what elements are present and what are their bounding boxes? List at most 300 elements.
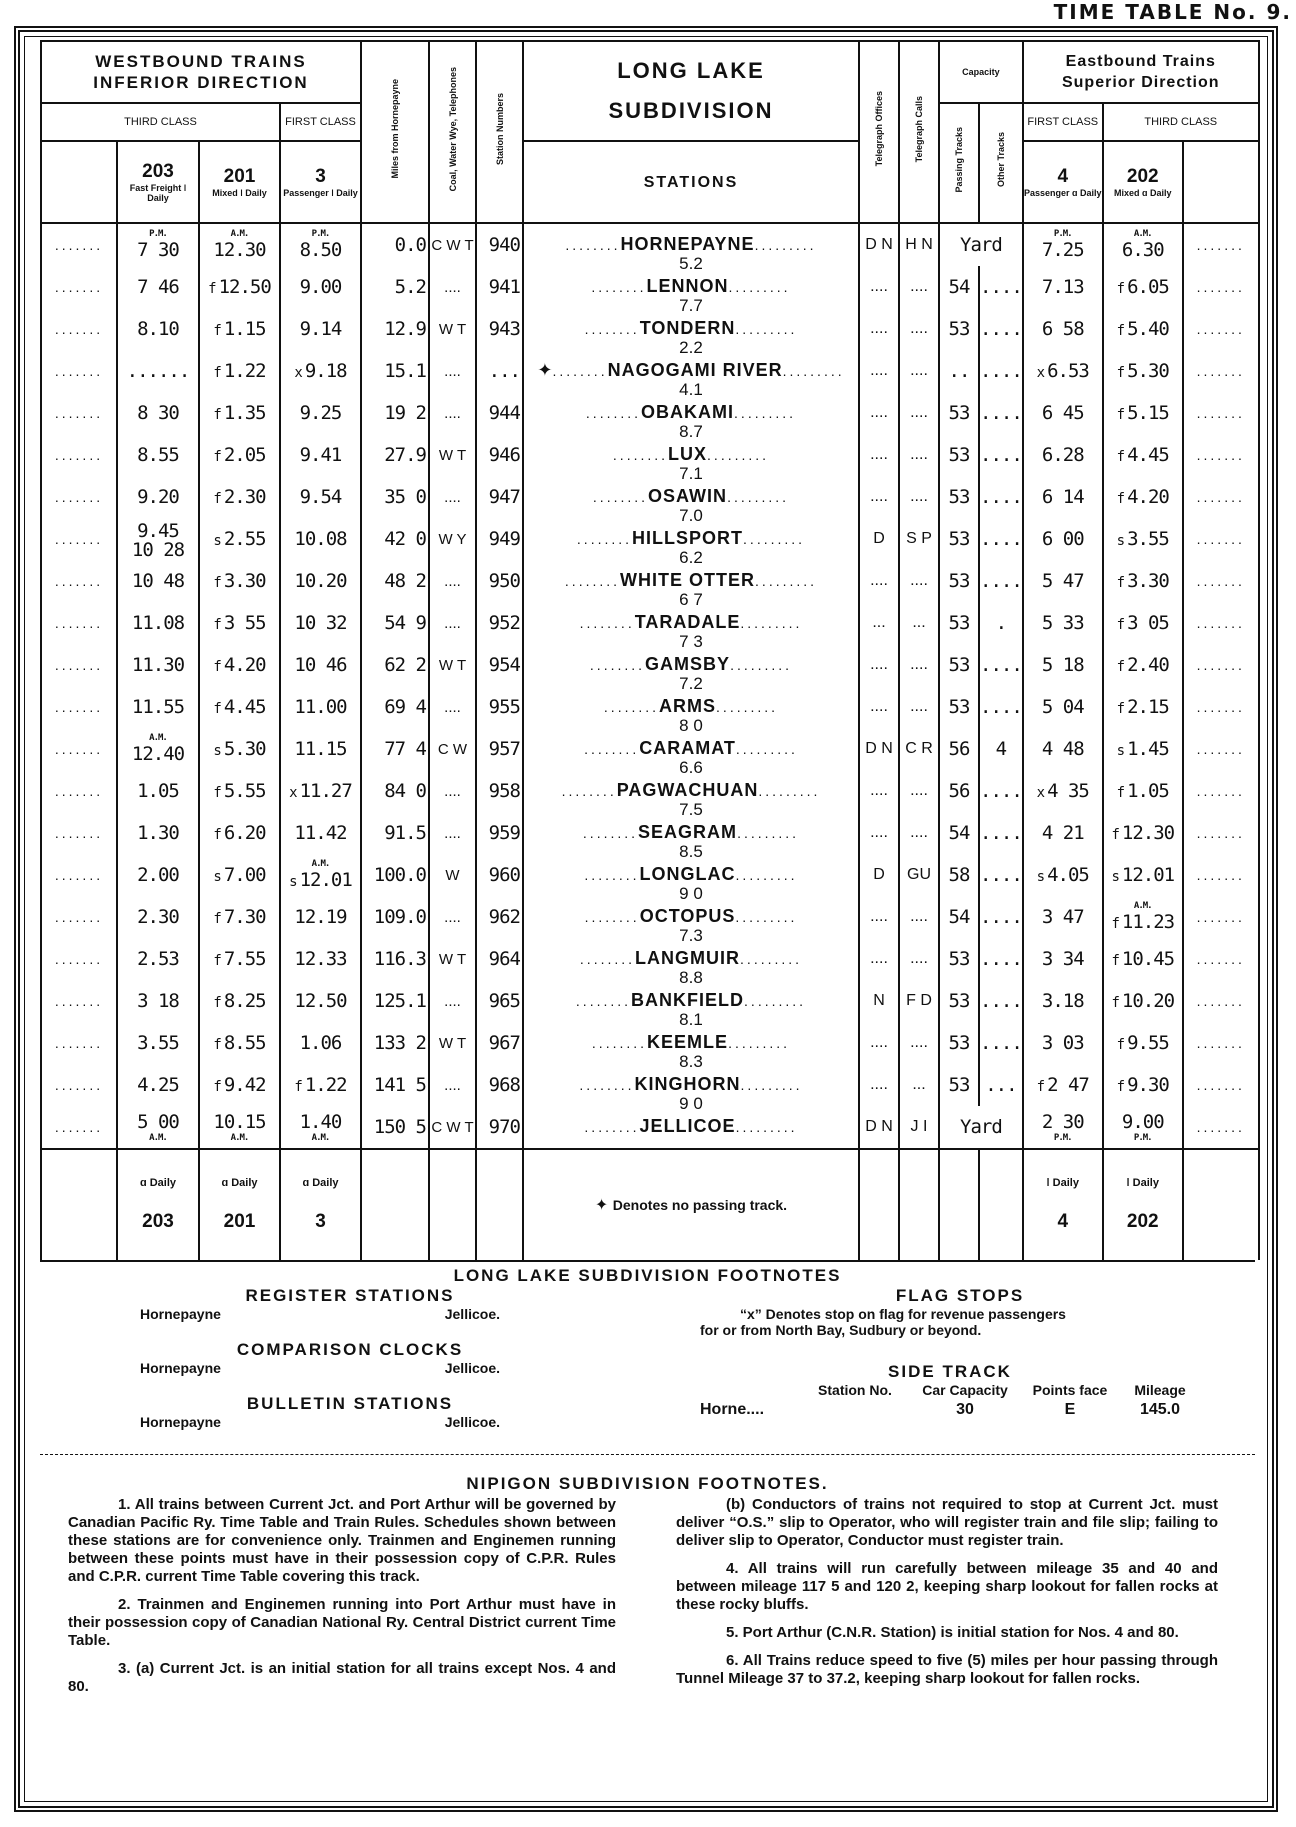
no-passing-legend: [523, 1149, 859, 1260]
train-202-time: [1103, 434, 1183, 476]
train-202-time: [1103, 980, 1183, 1022]
station-number-cell: 949: [476, 518, 523, 560]
time-value: 6 45: [1041, 402, 1084, 424]
time-value: 10.15: [213, 1111, 266, 1133]
time-value: 9.00: [299, 276, 342, 298]
time-value-wrap: [213, 444, 265, 466]
ampm-label: P.M.: [311, 229, 330, 239]
dot-leader: .......: [1183, 350, 1259, 392]
time-value: 9.45: [137, 520, 179, 542]
stop-mark: f: [1111, 916, 1119, 932]
telegraph-office-cell: ...: [859, 602, 899, 644]
time-value-wrap: [1111, 990, 1174, 1012]
time-value: 5 18: [1041, 654, 1084, 676]
dot-leader: .......: [41, 602, 117, 644]
train-3-time: [280, 476, 361, 518]
time-value-wrap: [1042, 1111, 1084, 1133]
telegraph-call-cell: ....: [899, 560, 939, 602]
miles-cell: 141 5: [361, 1064, 429, 1106]
timetable-footer: [41, 1149, 1259, 1260]
dot-leader: ........: [591, 279, 647, 295]
station-number-cell: 957: [476, 728, 523, 770]
time-value: 5.30: [1127, 360, 1169, 382]
time-value-wrap: [137, 990, 179, 1012]
time-value: 11.15: [294, 738, 347, 760]
train-203-time: [117, 560, 199, 602]
station-number-cell: 946: [476, 434, 523, 476]
stop-mark: f: [1116, 617, 1125, 633]
time-value-wrap: [294, 906, 346, 928]
time-value-wrap: [1042, 444, 1084, 466]
telegraph-office-cell: ....: [859, 644, 899, 686]
time-value-wrap: [294, 528, 346, 550]
station-name: NAGOGAMI RIVER: [607, 360, 783, 380]
train-number: 3: [315, 1211, 326, 1232]
dot-leader: .......: [41, 980, 117, 1022]
time-value-wrap: [300, 318, 342, 340]
stop-mark: s: [1036, 869, 1045, 885]
time-value: 2.40: [1127, 654, 1169, 676]
time-value: 4.25: [137, 1074, 179, 1096]
time-value: 10.45: [1121, 948, 1175, 970]
time-value-wrap: [1042, 276, 1084, 298]
time-value: 12.50: [294, 990, 347, 1012]
time-value: 6.28: [1041, 444, 1084, 466]
coal-water-cell: W T: [429, 938, 476, 980]
dot-leader: .......: [41, 1022, 117, 1064]
dot-leader: .........: [737, 825, 800, 841]
station-number-cell: 954: [476, 644, 523, 686]
dot-leader: .......: [41, 854, 117, 896]
stop-mark: x: [1036, 785, 1045, 801]
time-value: 10.20: [294, 570, 347, 592]
station-number-cell: 959: [476, 812, 523, 854]
stop-mark: s: [1116, 533, 1125, 549]
dot-leader: .........: [755, 573, 818, 589]
time-value-wrap: [1042, 239, 1084, 261]
time-value: 4.05: [1047, 864, 1089, 886]
station-name: OSAWIN: [648, 486, 728, 506]
station-name: OBAKAMI: [641, 402, 735, 422]
time-value-wrap: [137, 780, 179, 802]
stop-mark: x: [1036, 365, 1045, 381]
train-4-time: [1023, 896, 1103, 938]
train-4-time: [1023, 938, 1103, 980]
time-value-wrap: [289, 780, 352, 802]
passing-track-cell: 56: [939, 770, 979, 812]
legend-text: Denotes no passing track.: [612, 1197, 788, 1213]
train-202-time: [1103, 938, 1183, 980]
time-value: 12.33: [294, 948, 347, 970]
telegraph-call-cell: ....: [899, 392, 939, 434]
station-line: [562, 780, 821, 801]
miles-cell: 69 4: [361, 686, 429, 728]
coal-water-cell: ....: [429, 686, 476, 728]
timetable-body: [41, 223, 1259, 1149]
train-4-time: [1023, 560, 1103, 602]
telegraph-call-cell: S P: [899, 518, 939, 560]
divider: [40, 1454, 1255, 1455]
third-class-east: THIRD CLASS: [1103, 103, 1259, 141]
ampm-label: A.M.: [1133, 901, 1152, 911]
train-4-time: [1023, 434, 1103, 476]
passing-track-cell: Yard: [939, 223, 1023, 266]
stop-mark: f: [213, 407, 221, 423]
footnote-paragraph: 6. All Trains reduce speed to five (5) miles per hour passing through Tunnel Mileage 37 to 37.2, keeping sharp lookout for fallen rocks.: [676, 1652, 1218, 1687]
time-value-wrap: [1042, 906, 1084, 928]
time-value-wrap: [1117, 696, 1169, 718]
telegraph-office-cell: ....: [859, 560, 899, 602]
stop-mark: s: [1111, 869, 1119, 885]
dot-leader: .......: [1183, 560, 1259, 602]
time-value: 9.42: [223, 1074, 266, 1096]
footer-train-cell: [280, 1149, 361, 1260]
time-value-wrap: [132, 743, 184, 765]
dot-leader: ........: [603, 699, 660, 715]
train-4-time: [1023, 266, 1103, 308]
train-203-time: [117, 392, 199, 434]
miles-header: Miles from Hornepayne: [361, 41, 429, 223]
miles-cell: 0.0: [361, 223, 429, 266]
blank-cell: [859, 1149, 899, 1260]
time-value: 4.45: [223, 696, 266, 718]
time-value-wrap: [1117, 444, 1169, 466]
coal-water-cell: ....: [429, 812, 476, 854]
dot-leader: .......: [1183, 392, 1259, 434]
train-number: 201: [223, 1211, 256, 1232]
passing-track-cell: Yard: [939, 1106, 1023, 1149]
time-value: 5.55: [223, 780, 266, 802]
train-203-time: [117, 518, 199, 560]
time-value-wrap: [213, 1111, 265, 1133]
station-line: [591, 276, 790, 297]
coal-water-cell: W T: [429, 1022, 476, 1064]
stop-mark: f: [1111, 953, 1119, 969]
train-202-time: [1103, 476, 1183, 518]
train-201-time: [199, 644, 280, 686]
time-value: 7 30: [137, 239, 179, 261]
time-value: 2.55: [223, 528, 266, 550]
time-value-wrap: [1042, 402, 1084, 424]
time-value: 9.00: [1121, 1111, 1164, 1133]
dot-leader: .........: [727, 489, 790, 505]
stop-mark: f: [1116, 281, 1125, 297]
train-201-time: [199, 560, 280, 602]
eastbound-header: Eastbound Trains Superior Direction: [1023, 41, 1259, 103]
telegraph-office-cell: ....: [859, 812, 899, 854]
train-202-time: [1103, 644, 1183, 686]
nipigon-footnotes-left: [68, 1496, 616, 1706]
time-value: 5 00: [137, 1111, 179, 1133]
time-value: 1.35: [223, 402, 266, 424]
train-3-time: [280, 308, 361, 350]
passing-track-cell: 53: [939, 434, 979, 476]
time-value: 7.00: [223, 864, 266, 886]
stop-mark: f: [213, 617, 221, 633]
time-value: 5.30: [223, 738, 266, 760]
ampm-label: P.M.: [1053, 229, 1072, 239]
time-value: 9.14: [299, 318, 342, 340]
dot-leader: .......: [41, 560, 117, 602]
station-line: [565, 570, 817, 591]
station-name: BANKFIELD: [631, 990, 745, 1010]
telegraph-call-cell: ....: [899, 350, 939, 392]
time-value: 1.05: [1127, 780, 1169, 802]
station-numbers-header: Station Numbers: [476, 41, 523, 223]
station-name: LENNON: [646, 276, 729, 296]
stop-mark: s: [289, 874, 297, 890]
distance-label: 5.2: [679, 254, 703, 273]
time-value: 11.08: [131, 612, 185, 634]
passing-track-cell: 53: [939, 392, 979, 434]
flag-stops: FLAG STOPS “x” Denotes stop on flag for revenue passengers for or from North Bay, Sudbury or beyond.: [700, 1286, 1066, 1338]
train-203-time: [117, 308, 199, 350]
first-class-west: FIRST CLASS: [280, 103, 361, 141]
stop-mark: f: [213, 575, 221, 591]
station-name: KEEMLE: [647, 1032, 729, 1052]
train-203-time: [117, 1106, 199, 1149]
miles-cell: 48 2: [361, 560, 429, 602]
telegraph-call-cell: ...: [899, 1064, 939, 1106]
time-value-wrap: [1037, 864, 1089, 886]
distance-label: 7.2: [679, 674, 703, 693]
station-name: LUX: [668, 444, 708, 464]
time-value-wrap: [137, 276, 179, 298]
time-value: 2.53: [137, 948, 179, 970]
time-value-wrap: [294, 822, 346, 844]
distance-label: 8.5: [679, 842, 703, 861]
train-202-time: [1103, 686, 1183, 728]
dot-leader: .......: [1183, 1064, 1259, 1106]
coal-water-cell: ....: [429, 602, 476, 644]
stop-mark: f: [1116, 1037, 1125, 1053]
stop-mark: f: [208, 281, 216, 297]
other-track-cell: ....: [979, 266, 1023, 308]
station-number-cell: 950: [476, 560, 523, 602]
coal-water-cell: W T: [429, 434, 476, 476]
time-value: 7 46: [137, 276, 179, 298]
dot-leader: .......: [41, 476, 117, 518]
time-value-wrap: [1042, 318, 1084, 340]
time-value: 9.41: [299, 444, 342, 466]
passing-track-cell: 53: [939, 560, 979, 602]
coal-water-cell: C W T: [429, 223, 476, 266]
time-value: 5.40: [1127, 318, 1169, 340]
time-value: 11.30: [131, 654, 185, 676]
other-track-cell: ....: [979, 812, 1023, 854]
time-value: 4.20: [223, 654, 266, 676]
train-202-time: [1103, 1022, 1183, 1064]
train-4-time: [1023, 854, 1103, 896]
dot-leader: ........: [576, 531, 633, 547]
train-4-time: [1023, 1064, 1103, 1106]
daily-label: ɑ Daily: [302, 1177, 339, 1189]
time-value-wrap: [137, 1111, 179, 1133]
time-value: 2.15: [1127, 696, 1169, 718]
train-4-time: [1023, 770, 1103, 812]
time-value-wrap: [213, 612, 265, 634]
four-point-star-icon: ✦: [594, 1197, 613, 1214]
miles-cell: 42 0: [361, 518, 429, 560]
time-value: 3 18: [137, 990, 179, 1012]
dot-leader: ........: [584, 321, 640, 337]
time-value: 1.22: [223, 360, 266, 382]
time-value-wrap: [300, 444, 342, 466]
stop-mark: f: [294, 1079, 302, 1095]
dot-leader: .......: [1183, 644, 1259, 686]
time-value: 9.18: [304, 360, 347, 382]
telegraph-call-cell: ...: [899, 602, 939, 644]
miles-cell: 84 0: [361, 770, 429, 812]
distance-label: 8 0: [679, 716, 703, 735]
dot-leader: ........: [591, 1035, 648, 1051]
station-line: [565, 234, 816, 255]
time-value-wrap: [300, 402, 342, 424]
passing-track-cell: 54: [939, 266, 979, 308]
station-line: [580, 948, 802, 969]
time-value-wrap: [294, 948, 346, 970]
train-4-time: [1023, 223, 1103, 266]
time-value-wrap: [1117, 402, 1169, 424]
train-number: 4: [1057, 1211, 1069, 1232]
train-202-time: [1103, 392, 1183, 434]
train-4-time: [1023, 392, 1103, 434]
train-number: 203: [142, 1211, 174, 1232]
time-value-wrap: [213, 402, 265, 424]
dot-leader: ........: [561, 783, 617, 799]
time-value-wrap: [132, 654, 184, 676]
train-4-time: [1023, 644, 1103, 686]
footer-train-cell: [199, 1149, 280, 1260]
dot-leader: .......: [41, 308, 117, 350]
miles-cell: 15.1: [361, 350, 429, 392]
footer-row: [41, 1149, 1259, 1260]
stop-mark: f: [1116, 449, 1125, 465]
time-value: 3.55: [137, 1032, 179, 1054]
other-track-cell: ....: [979, 392, 1023, 434]
dot-leader: ........: [582, 825, 639, 841]
time-value-wrap: [213, 696, 265, 718]
time-value-wrap: [1042, 1032, 1084, 1054]
miles-cell: 54 9: [361, 602, 429, 644]
other-track-cell: ....: [979, 980, 1023, 1022]
time-value-wrap: [300, 276, 342, 298]
time-value: 7.55: [223, 948, 266, 970]
dot-leader: ........: [584, 909, 640, 925]
time-value: 6.53: [1047, 360, 1089, 382]
time-value: 10 48: [131, 570, 185, 592]
train-201-time: [199, 392, 280, 434]
station-name: LANGMUIR: [635, 948, 741, 968]
other-tracks-header: Other Tracks: [979, 103, 1023, 223]
time-value-wrap: [294, 990, 346, 1012]
dot-leader: ........: [592, 489, 649, 505]
telegraph-office-cell: ....: [859, 1064, 899, 1106]
other-track-cell: ....: [979, 770, 1023, 812]
other-track-cell: ....: [979, 1022, 1023, 1064]
dot-leader: .........: [740, 615, 803, 631]
daily-label: ɑ Daily: [221, 1177, 258, 1189]
coal-water-cell: W Y: [429, 518, 476, 560]
dot-leader: .......: [41, 812, 117, 854]
telegraph-office-cell: ....: [859, 350, 899, 392]
stop-mark: f: [1116, 701, 1125, 717]
dot-leader: .......: [1183, 308, 1259, 350]
dot-leader: .........: [735, 741, 798, 757]
time-value: 3.30: [223, 570, 266, 592]
train-203-time: [117, 854, 199, 896]
time-value-wrap: [137, 239, 179, 261]
train-202-time: [1103, 812, 1183, 854]
time-value: 1.30: [137, 822, 179, 844]
station-name: GAMSBY: [645, 654, 731, 674]
distance-label: 6 7: [679, 590, 703, 609]
time-value-wrap: [213, 990, 265, 1012]
time-value: 1.40: [299, 1111, 342, 1133]
passing-track-cell: 54: [939, 812, 979, 854]
telegraph-office-cell: D N: [859, 1106, 899, 1149]
time-value: 5.15: [1127, 402, 1169, 424]
time-value: 12.50: [218, 276, 271, 298]
train-202-time: [1103, 728, 1183, 770]
time-value-wrap: [137, 906, 179, 928]
distance-label: 4.1: [679, 380, 703, 399]
distance-label: 7.5: [679, 800, 703, 819]
passing-track-cell: 53: [939, 1064, 979, 1106]
station-line: [593, 486, 789, 507]
time-value: 6 00: [1041, 528, 1084, 550]
other-track-cell: ....: [979, 560, 1023, 602]
stop-mark: f: [213, 1079, 221, 1095]
telegraph-call-cell: GU: [899, 854, 939, 896]
dot-leader: ........: [579, 615, 635, 631]
dot-leader: ........: [584, 1119, 640, 1135]
time-value-wrap: [1042, 486, 1084, 508]
telegraph-office-cell: ....: [859, 938, 899, 980]
dot-leader: ........: [565, 237, 621, 253]
time-value-wrap: [1042, 528, 1084, 550]
time-value-wrap: [137, 486, 179, 508]
station-number-cell: 970: [476, 1106, 523, 1149]
stop-mark: f: [1116, 323, 1125, 339]
telegraph-office-cell: ....: [859, 392, 899, 434]
dot-leader: .........: [782, 363, 845, 379]
telegraph-call-cell: ....: [899, 1022, 939, 1064]
telegraph-office-cell: N: [859, 980, 899, 1022]
miles-cell: 12.9: [361, 308, 429, 350]
dot-leader: .......: [41, 392, 117, 434]
time-value-wrap: [294, 570, 346, 592]
coal-water-cell: W T: [429, 644, 476, 686]
train-4-time: [1023, 308, 1103, 350]
dot-leader: .........: [735, 321, 798, 337]
station-number-cell: 958: [476, 770, 523, 812]
train-number: 202: [1126, 1211, 1159, 1232]
telegraph-call-cell: ....: [899, 770, 939, 812]
train-201-time: [199, 1064, 280, 1106]
dot-leader: .........: [735, 909, 798, 925]
train-201-time: [199, 476, 280, 518]
station-cell: [523, 1094, 859, 1149]
time-value-wrap: [213, 906, 265, 928]
capacity-header: Capacity: [939, 41, 1023, 103]
train-201-time: [199, 1106, 280, 1149]
dot-leader: ........: [579, 1077, 635, 1093]
miles-cell: 133 2: [361, 1022, 429, 1064]
miles-cell: 35 0: [361, 476, 429, 518]
time-value-wrap: [137, 402, 179, 424]
time-value: 12.40: [131, 743, 185, 765]
